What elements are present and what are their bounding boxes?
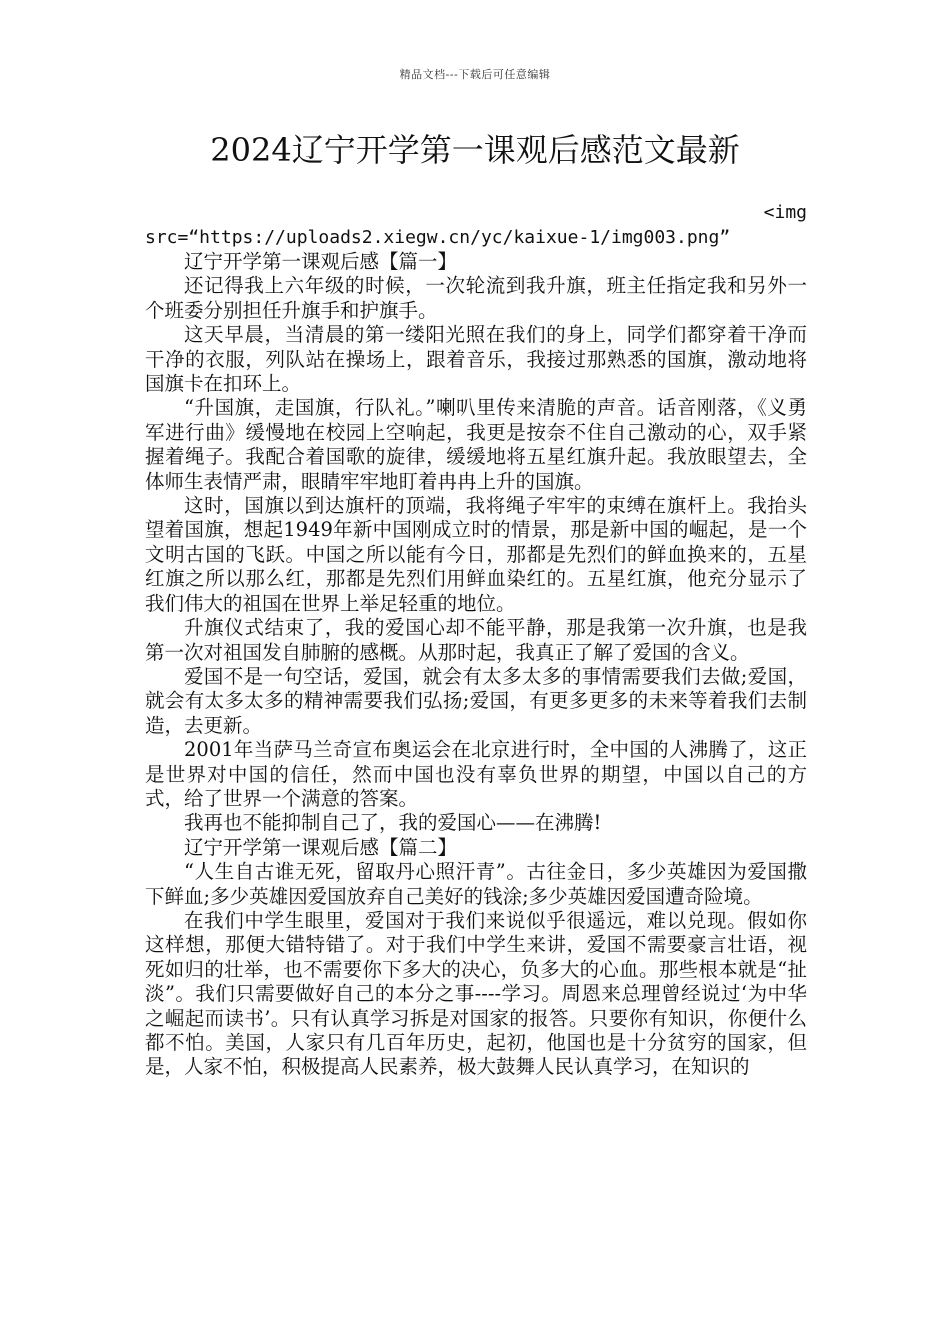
img-tag-open-text: <img [763,202,807,223]
section-heading-1: 辽宁开学第一课观后感【篇一】 [184,250,458,273]
paragraph: 爱国不是一句空话，爱国，就会有太多太多的事情需要我们去做;爱国，就会有太多太多的精神需要我们弘扬;爱国，有更多更多的未来等着我们去制造，去更新。 [145,664,807,737]
page-title: 2024辽宁开学第一课观后感范文最新 [210,131,740,169]
paragraph: 还记得我上六年级的时候，一次轮流到我升旗，班主任指定我和另外一个班委分别担任升旗手和护旗手。 [145,274,807,322]
paragraph: 2001年当萨马兰奇宣布奥运会在北京进行时，全中国的人沸腾了，这正是世界对中国的信任，然而中国也没有辜负世界的期望，中国以自己的方式，给了世界一个满意的答案。 [145,738,807,810]
paragraph: 升旗仪式结束了，我的爱国心却不能平静，那是我第一次升旗，也是我第一次对祖国发自肺腑的感概。从那时起，我真正了解了爱国的含义。 [145,616,807,664]
paragraph: 在我们中学生眼里，爱国对于我们来说似乎很遥远，难以兑现。假如你这样想，那便大错特错了。对于我们中学生来讲，爱国不需要豪言壮语，视死如归的壮举，也不需要你下多大的决心，负多大的心血。那些根本就是“扯淡”。我们只需要做好自己的本分之事----学习。周恩来总理曾经说过‘为中华之崛起而读书’。只有认真学习拆是对国家的报答。只要你有知识，你便什么都不怕。美国，人家只有几百年历史，起初，他国也是十分贫穷的国家，但是，人家不怕，积极提高人民素养，极大鼓舞人民认真学习，在知识的 [145,908,807,1079]
paragraph: 这时，国旗以到达旗杆的顶端，我将绳子牢牢的束缚在旗杆上。我抬头望着国旗，想起1949年新中国刚成立时的情景，那是新中国的崛起，是一个文明古国的飞跃。中国之所以能有今日，那都是先烈们的鲜血换来的，五星红旗之所以那么红，那都是先烈们用鲜血染红的。五星红旗，他充分显示了我们伟大的祖国在世界上举足轻重的地位。 [145,494,807,615]
document-body [145,200,807,1080]
paragraph: “升国旗，走国旗，行队礼。”喇叭里传来清脆的声音。话音刚落，《义勇军进行曲》缓慢地在校园上空响起，我更是按奈不住自己激动的心，双手紧握着绳子。我配合着国歌的旋律，缓缓地将五星红旗升起。我放眼望去，全体师生表情严肃，眼睛牢牢地盯着冉冉上升的国旗。 [145,396,807,493]
img-tag-src-text: src=“https://uploads2.xiegw.cn/yc/kaixue-1/img003.png” [145,227,731,248]
paragraph: 我再也不能抑制自己了，我的爱国心——在沸腾! [184,811,602,835]
paragraph: “人生自古谁无死，留取丹心照汗青”。古往金日，多少英雄因为爱国撒下鲜血;多少英雄因爱国放弃自己美好的钱涂;多少英雄因爱国遭奇险境。 [145,860,807,908]
section-heading-2: 辽宁开学第一课观后感【篇二】 [184,835,458,859]
header-note: 精品文档---下载后可任意编辑 [399,68,551,81]
paragraph: 这天早晨，当清晨的第一缕阳光照在我们的身上，同学们都穿着干净而干净的衣服，列队站在操场上，跟着音乐，我接过那熟悉的国旗，激动地将国旗卡在扣环上。 [145,323,807,396]
